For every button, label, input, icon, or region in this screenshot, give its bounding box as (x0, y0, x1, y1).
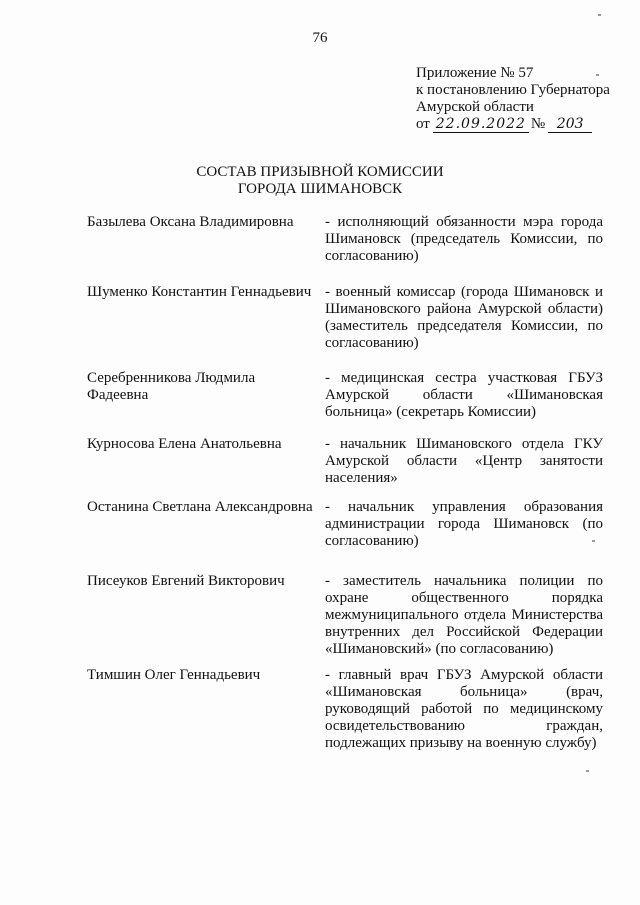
member-name: Тимшин Олег Геннадьевич (87, 667, 261, 683)
document-title (0, 164, 640, 198)
member-name: Серебренникова Людмила Фадеевна (87, 370, 256, 403)
member-row (87, 214, 603, 284)
member-name: Писеуков Евгений Викторович (87, 573, 285, 589)
member-row (87, 499, 603, 573)
member-row (87, 370, 603, 436)
member-row (87, 284, 603, 370)
page-number: 76 (312, 30, 328, 46)
member-row (87, 436, 603, 499)
member-name: Курносова Елена Анатольевна (87, 436, 282, 452)
member-row (87, 573, 603, 667)
member-role: - главный врач ГБУЗ Амурской области «Шимановская больница» (врач, руководящий работой по медицинскому освидетельствованию граждан, подлежащих призыву на военную службу) (325, 667, 603, 751)
member-row (87, 667, 603, 767)
member-name: Шуменко Константин Геннадьевич (87, 284, 312, 300)
handwritten-date: 22.09.2022 (433, 117, 529, 133)
scan-speck (586, 770, 589, 772)
title-line-2: ГОРОДА ШИМАНОВСК (237, 181, 403, 197)
member-role: - начальник Шимановского отдела ГКУ Амурской области «Центр занятости населения» (325, 436, 603, 486)
appendix-date-line (416, 116, 628, 133)
appendix-region: Амурской области (416, 99, 534, 115)
appendix-title: Приложение № 57 (416, 65, 534, 81)
member-role: - заместитель начальника полиции по охране общественного порядка межмуниципального отдела Министерства внутренних дел Российской Федерации «Шимановский» (по согласованию) (325, 573, 603, 657)
member-role: - исполняющий обязанности мэра города Шимановск (председатель Комиссии, по согласованию) (325, 214, 603, 264)
member-name: Останина Светлана Александровна (87, 499, 313, 515)
date-prefix: от (416, 116, 430, 132)
scan-speck (596, 74, 599, 76)
handwritten-number: 203 (548, 117, 592, 133)
number-sign: № (530, 116, 546, 132)
title-line-1: СОСТАВ ПРИЗЫВНОЙ КОМИССИИ (196, 164, 444, 180)
appendix-decree: к постановлению Губернатора (416, 82, 610, 98)
member-role: - военный комиссар (города Шимановск и Шимановского района Амурской области) (заместитель председателя Комиссии, по согласованию) (325, 284, 603, 351)
member-role: - начальник управления образования администрации города Шимановск (по согласованию) (325, 499, 603, 549)
scan-speck (598, 14, 601, 16)
members-list (87, 214, 603, 767)
member-role: - медицинская сестра участковая ГБУЗ Амурской области «Шимановская больница» (секретарь Комиссии) (325, 370, 603, 420)
scan-speck (592, 540, 595, 542)
member-name: Базылева Оксана Владимировна (87, 214, 294, 230)
